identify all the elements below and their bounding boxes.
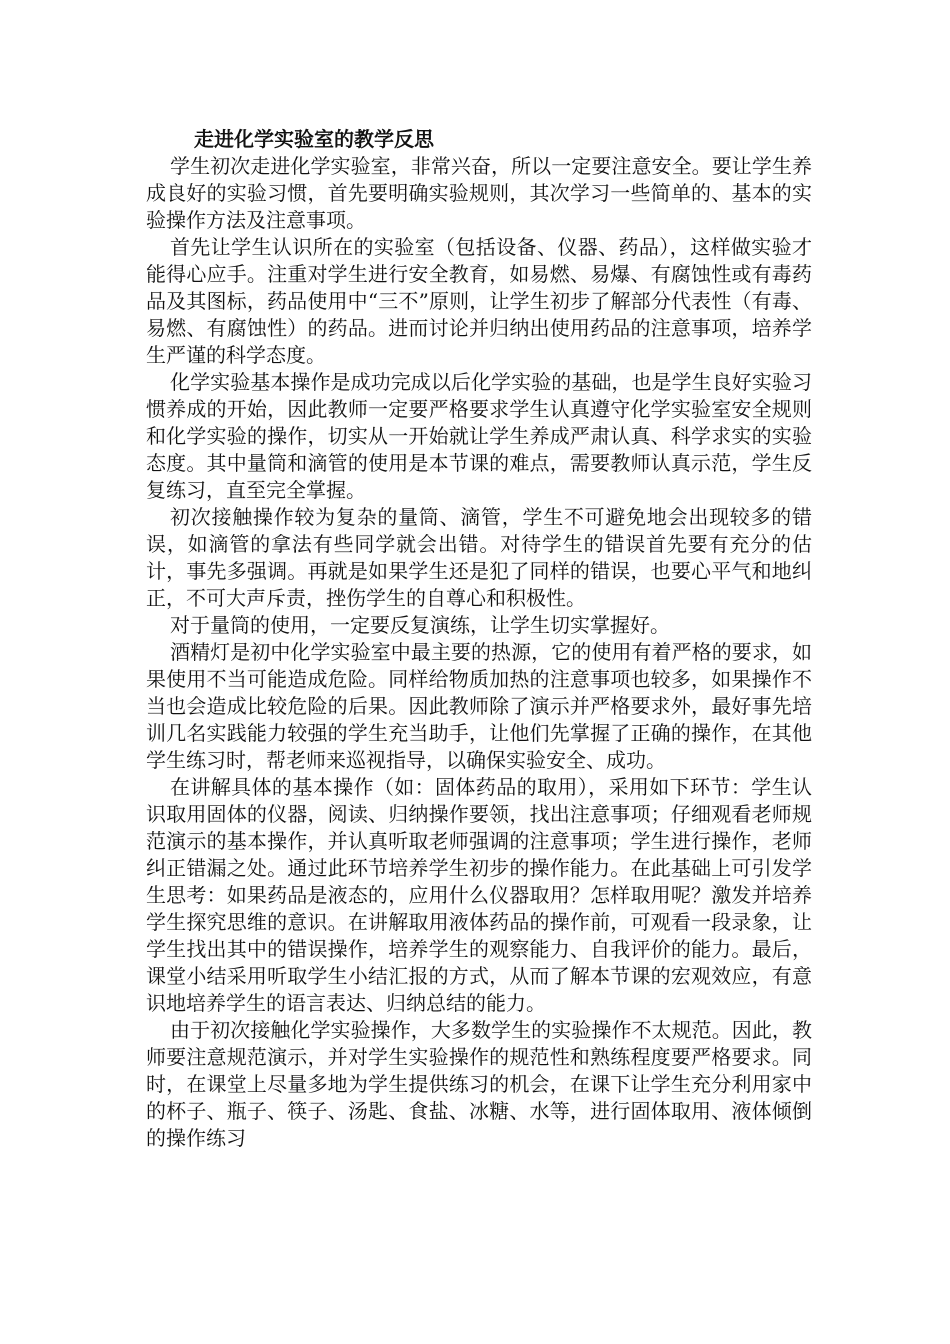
document-title: 走进化学实验室的教学反思 bbox=[194, 127, 434, 151]
paragraph: 酒精灯是初中化学实验室中最主要的热源，它的使用有着严格的要求，如果使用不当可能造成危险。同样给物质加热的注意事项也较多，如果操作不当也会造成比较危险的后果。因此教师除了演示并严格要求外，最好事先培训几名实践能力较强的学生充当助手，让他们先掌握了正确的操作，在其他学生练习时，帮老师来巡视指导，以确保实验安全、成功。 bbox=[146, 640, 812, 772]
document-page bbox=[146, 126, 812, 1152]
paragraph: 学生初次走进化学实验室，非常兴奋，所以一定要注意安全。要让学生养成良好的实验习惯，首先要明确实验规则，其次学习一些简单的、基本的实验操作方法及注意事项。 bbox=[146, 154, 812, 232]
paragraph: 化学实验基本操作是成功完成以后化学实验的基础，也是学生良好实验习惯养成的开始，因此教师一定要严格要求学生认真遵守化学实验室安全规则和化学实验的操作，切实从一开始就让学生养成严肃认真、科学求实的实验态度。其中量筒和滴管的使用是本节课的难点，需要教师认真示范，学生反复练习，直至完全掌握。 bbox=[146, 370, 812, 502]
paragraph: 由于初次接触化学实验操作，大多数学生的实验操作不太规范。因此，教师要注意规范演示，并对学生实验操作的规范性和熟练程度要严格要求。同时，在课堂上尽量多地为学生提供练习的机会，在课下让学生充分利用家中的杯子、瓶子、筷子、汤匙、食盐、冰糖、水等，进行固体取用、液体倾倒的操作练习 bbox=[146, 1018, 812, 1150]
paragraph: 首先让学生认识所在的实验室（包括设备、仪器、药品），这样做实验才能得心应手。注重对学生进行安全教育，如易燃、易爆、有腐蚀性或有毒药品及其图标，药品使用中“三不”原则，让学生初步了解部分代表性（有毒、易燃、有腐蚀性）的药品。进而讨论并归纳出使用药品的注意事项，培养学生严谨的科学态度。 bbox=[146, 235, 812, 367]
paragraph: 在讲解具体的基本操作（如：固体药品的取用），采用如下环节：学生认识取用固体的仪器，阅读、归纳操作要领，找出注意事项；仔细观看老师规范演示的基本操作，并认真听取老师强调的注意事项；学生进行操作，老师纠正错漏之处。通过此环节培养学生初步的操作能力。在此基础上可引发学生思考：如果药品是液态的，应用什么仪器取用？怎样取用呢？激发并培养学生探究思维的意识。在讲解取用液体药品的操作前，可观看一段录象，让学生找出其中的错误操作，培养学生的观察能力、自我评价的能力。最后，课堂小结采用听取学生小结汇报的方式，从而了解本节课的宏观效应，有意识地培养学生的语言表达、归纳总结的能力。 bbox=[146, 775, 812, 1015]
paragraph: 对于量筒的使用，一定要反复演练，让学生切实掌握好。 bbox=[170, 613, 670, 637]
paragraph: 初次接触操作较为复杂的量筒、滴管，学生不可避免地会出现较多的错误，如滴管的拿法有些同学就会出错。对待学生的错误首先要有充分的估计，事先多强调。再就是如果学生还是犯了同样的错误，也要心平气和地纠正，不可大声斥责，挫伤学生的自尊心和积极性。 bbox=[146, 505, 812, 610]
